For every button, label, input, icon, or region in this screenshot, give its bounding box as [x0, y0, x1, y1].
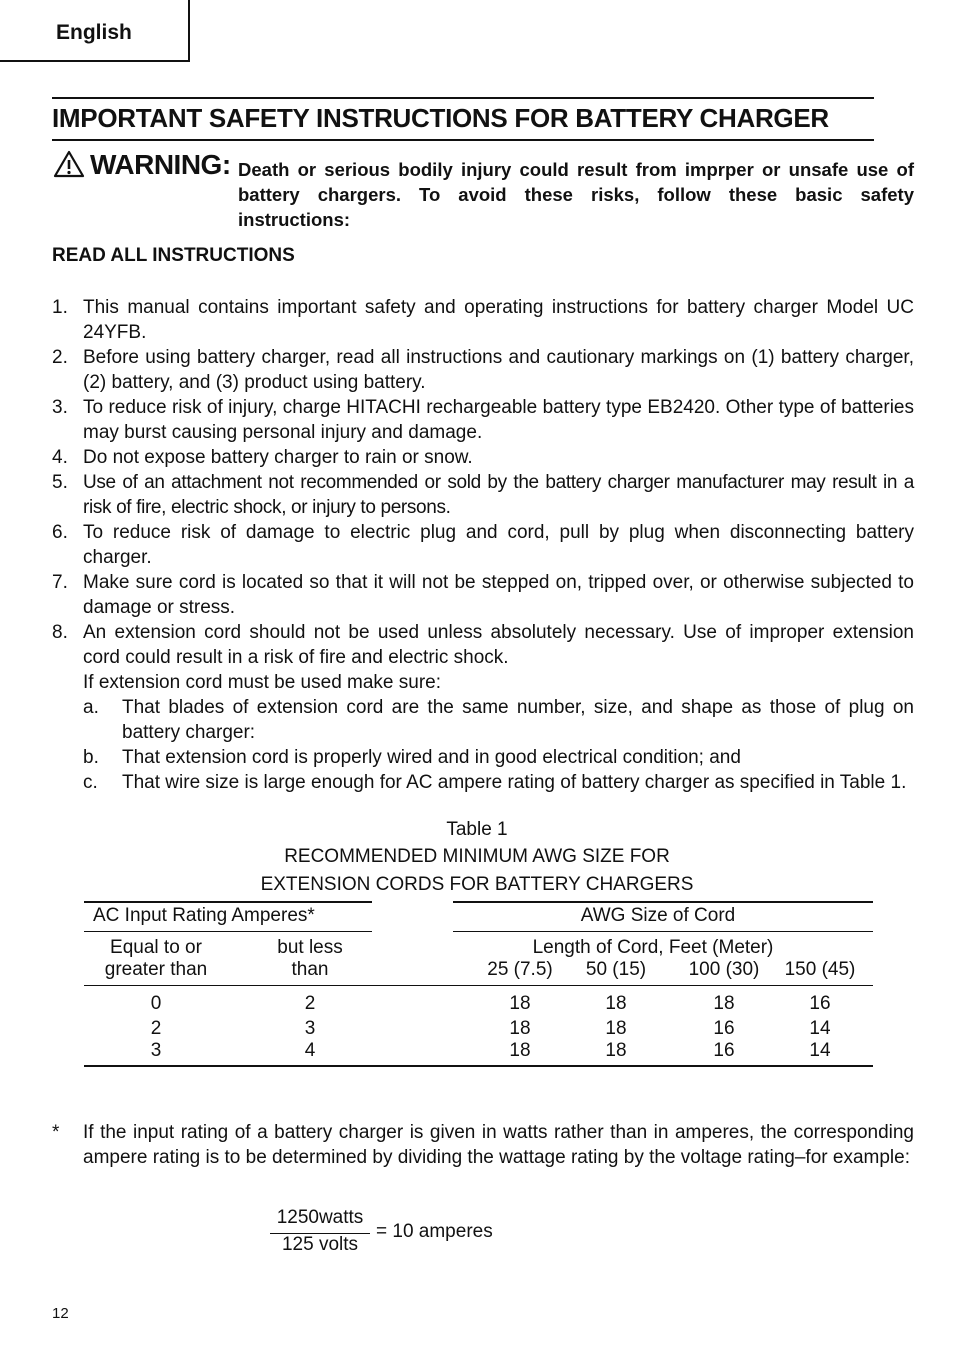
- col-header-equal-line2: greater than: [104, 959, 208, 980]
- instruction-followup: [52, 670, 914, 695]
- table-cell: 16: [713, 1018, 735, 1039]
- title-bottom-rule: [52, 139, 874, 141]
- item-number: 3.: [52, 397, 68, 418]
- item-number: 4.: [52, 447, 68, 468]
- table-cell: 14: [809, 1040, 831, 1061]
- table-cell: 16: [713, 1040, 735, 1061]
- table-cell: 0: [150, 993, 162, 1014]
- instruction-item: [52, 345, 914, 395]
- table-cell: 18: [509, 1018, 531, 1039]
- formula-result: = 10 amperes: [376, 1221, 493, 1242]
- table-top-rule-left: [84, 901, 372, 903]
- language-label: English: [56, 21, 132, 44]
- followup-text: If extension cord must be used make sure:: [83, 672, 442, 693]
- table-cell: 14: [809, 1018, 831, 1039]
- table-title-line1: RECOMMENDED MINIMUM AWG SIZE FOR: [284, 846, 670, 867]
- table-bottom-rule: [84, 1065, 873, 1067]
- table-title-line2: EXTENSION CORDS FOR BATTERY CHARGERS: [260, 874, 694, 895]
- item-text: Do not expose battery charger to rain or snow.: [83, 447, 473, 468]
- language-tab: [0, 0, 190, 62]
- table-cell: 2: [150, 1018, 162, 1039]
- table-cell: 3: [304, 1018, 316, 1039]
- table-cell: 18: [509, 1040, 531, 1061]
- length-header: Length of Cord, Feet (Meter): [532, 937, 774, 958]
- page-title: IMPORTANT SAFETY INSTRUCTIONS FOR BATTERY CHARGER: [52, 103, 829, 133]
- item-text: To reduce risk of damage to electric plug and cord, pull by plug when disconnecting battery charger.: [83, 522, 914, 568]
- item-number: 8.: [52, 622, 68, 643]
- instruction-item: [52, 395, 914, 445]
- warning-triangle-icon: [53, 150, 85, 178]
- instruction-item: [52, 620, 914, 670]
- table-group-rule-left: [84, 931, 372, 932]
- instruction-item: [52, 445, 914, 470]
- instruction-item: [52, 570, 914, 620]
- table-cell: 18: [605, 1040, 627, 1061]
- table-cell: 4: [304, 1040, 316, 1061]
- sub-item-text: That extension cord is properly wired and in good electrical condition; and: [122, 747, 741, 768]
- col-header-less-line2: than: [291, 959, 329, 980]
- length-col-50: 50 (15): [585, 959, 647, 980]
- table-cell: 3: [150, 1040, 162, 1061]
- length-col-25: 25 (7.5): [487, 959, 553, 980]
- item-text: This manual contains important safety and operating instructions for battery charger Model UC 24YFB.: [83, 297, 914, 343]
- item-number: 5.: [52, 472, 68, 493]
- sub-item: [52, 695, 914, 745]
- table-cell: 18: [605, 1018, 627, 1039]
- sub-item: [52, 745, 914, 770]
- table-top-rule-right: [453, 901, 873, 903]
- item-text: Make sure cord is located so that it will not be stepped on, tripped over, or otherwise subjected to damage or stress.: [83, 572, 914, 618]
- table-cell: 18: [605, 993, 627, 1014]
- warning-label: WARNING:: [90, 149, 231, 180]
- table-header-rule: [84, 985, 873, 986]
- title-top-rule: [52, 97, 874, 99]
- table-cell: 18: [509, 993, 531, 1014]
- table-group-header-left: AC Input Rating Amperes*: [93, 905, 315, 926]
- table-cell: 2: [304, 993, 316, 1014]
- sub-item: [52, 770, 914, 795]
- instruction-list: [52, 295, 914, 795]
- instruction-item: [52, 520, 914, 570]
- table-cell: 16: [809, 993, 831, 1014]
- col-header-less-line1: but less: [277, 937, 343, 958]
- table-caption: Table 1: [446, 819, 508, 840]
- instruction-item: [52, 295, 914, 345]
- table-cell: 18: [713, 993, 735, 1014]
- formula-denominator: 125 volts: [281, 1234, 359, 1255]
- footnote-marker: *: [52, 1122, 60, 1143]
- item-number: 6.: [52, 522, 68, 543]
- sub-item-text: That wire size is large enough for AC ampere rating of battery charger as specified in Table 1.: [122, 772, 907, 793]
- item-number: 7.: [52, 572, 68, 593]
- sub-item-letter: a.: [83, 697, 99, 718]
- page-number: 12: [52, 1305, 69, 1322]
- item-number: 2.: [52, 347, 68, 368]
- length-col-100: 100 (30): [688, 959, 760, 980]
- sub-item-text: That blades of extension cord are the same number, size, and shape as those of plug on battery charger:: [122, 697, 914, 743]
- item-text: To reduce risk of injury, charge HITACHI rechargeable battery type EB2420. Other type of batteries may burst causing personal injury and damage.: [83, 397, 914, 443]
- item-text: Use of an attachment not recommended or sold by the battery charger manufacturer may result in a risk of fire, electric shock, or injury to persons.: [83, 472, 914, 518]
- read-all-heading: READ ALL INSTRUCTIONS: [52, 245, 295, 266]
- item-text: An extension cord should not be used unless absolutely necessary. Use of improper extension cord could result in a risk of fire and electric shock.: [83, 622, 914, 668]
- table-group-rule-right: [453, 931, 873, 932]
- item-number: 1.: [52, 297, 68, 318]
- footnote: [52, 1120, 914, 1170]
- length-col-150: 150 (45): [784, 959, 856, 980]
- warning-text: Death or serious bodily injury could result from imprper or unsafe use of battery chargers. To avoid these risks, follow these basic safety instructions:: [238, 159, 914, 230]
- footnote-text: If the input rating of a battery charger is given in watts rather than in amperes, the corresponding ampere rating is to be determined by dividing the wattage rating by the voltage rating–for example:: [83, 1122, 914, 1168]
- instruction-item: [52, 470, 914, 520]
- formula-numerator: 1250watts: [276, 1207, 364, 1228]
- sub-item-letter: c.: [83, 772, 98, 793]
- sub-item-letter: b.: [83, 747, 99, 768]
- table-group-header-right: AWG Size of Cord: [580, 905, 736, 926]
- item-text: Before using battery charger, read all instructions and cautionary markings on (1) battery charger, (2) battery, and (3) product using battery.: [83, 347, 914, 393]
- col-header-equal-line1: Equal to or: [110, 937, 202, 958]
